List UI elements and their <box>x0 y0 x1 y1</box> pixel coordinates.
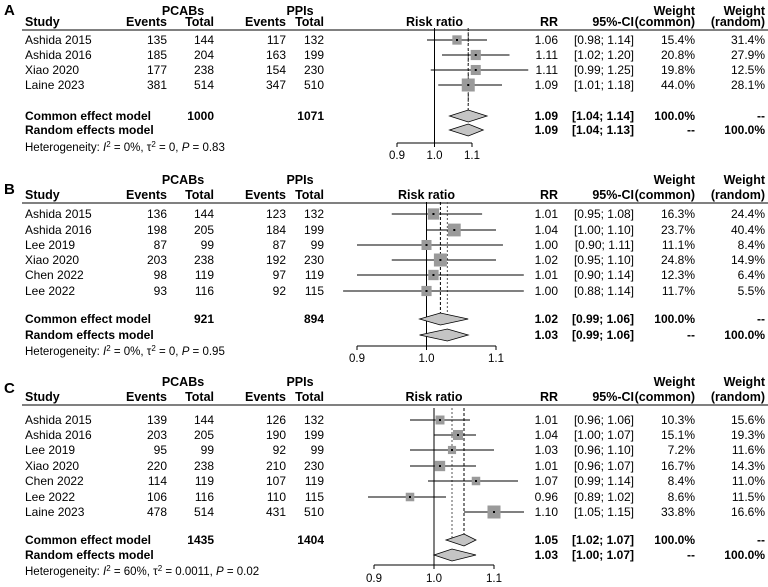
weight-common-header: Weight <box>653 375 695 389</box>
rr-value: 1.09 <box>534 78 558 92</box>
common-model-label: Common effect model <box>25 533 152 547</box>
i2-symbol: I <box>103 346 107 358</box>
ci-value: [0.96; 1.07] <box>573 459 634 473</box>
events1-value: 185 <box>146 48 167 62</box>
total2-header: Total <box>295 390 324 404</box>
tau-superscript: 2 <box>151 344 156 353</box>
study-name: Lee 2022 <box>25 490 76 504</box>
total1-value: 99 <box>200 443 214 457</box>
total2-header: Total <box>295 15 324 29</box>
weight-common-subheader: (common) <box>634 188 695 202</box>
total1-value: 116 <box>194 284 214 298</box>
random-model-label: Random effects model <box>25 123 154 137</box>
common-ci: [1.02; 1.07] <box>571 533 634 547</box>
random-ci: [0.99; 1.06] <box>571 328 634 342</box>
weight-random-subheader: (random) <box>710 15 765 29</box>
ci-value: [0.90; 1.11] <box>574 238 634 252</box>
rr-header: RR <box>540 15 559 29</box>
events2-header: Events <box>245 188 286 202</box>
weight-random-value: 12.5% <box>730 63 765 77</box>
events2-value: 192 <box>265 253 286 267</box>
weight-random-header: Weight <box>723 375 765 389</box>
random-model-label: Random effects model <box>25 328 154 342</box>
total2-value: 230 <box>303 253 324 267</box>
x-tick-label: 1.0 <box>426 150 443 162</box>
rr-value: 1.04 <box>534 428 558 442</box>
point-estimate <box>426 244 428 246</box>
ci-value: [0.96; 1.06] <box>573 413 634 427</box>
total1-value: 514 <box>193 505 214 519</box>
weight-random-value: 8.4% <box>737 238 765 252</box>
random-effect-diamond <box>434 549 476 561</box>
common-ci: [0.99; 1.06] <box>571 312 634 326</box>
p-symbol: P <box>216 566 224 578</box>
forest-panel-B <box>4 173 768 365</box>
events1-value: 114 <box>147 474 167 488</box>
random-effect-diamond <box>450 124 484 136</box>
study-name: Lee 2019 <box>25 443 76 457</box>
weight-common-subheader: (common) <box>634 15 695 29</box>
total1-header: Total <box>185 390 214 404</box>
point-estimate <box>439 465 441 467</box>
weight-common-value: 11.7% <box>661 284 695 298</box>
point-estimate <box>453 229 455 231</box>
point-estimate <box>439 259 441 261</box>
events1-value: 381 <box>146 78 167 92</box>
events2-value: 154 <box>265 63 286 77</box>
events1-value: 139 <box>146 413 167 427</box>
group2-header: PPIs <box>286 173 314 187</box>
weight-common-subheader: (common) <box>634 390 695 404</box>
p-value: = 0.95 <box>189 346 225 358</box>
random-weight-random: 100.0% <box>724 328 765 342</box>
total2-value: 510 <box>303 78 324 92</box>
rr-header: RR <box>540 188 559 202</box>
events1-value: 106 <box>146 490 167 504</box>
x-tick-label: 0.9 <box>366 573 382 585</box>
events1-value: 177 <box>146 63 167 77</box>
x-tick-label: 1.1 <box>488 353 504 365</box>
total1-value: 119 <box>194 474 214 488</box>
total1-value: 144 <box>193 207 214 221</box>
i2-superscript: 2 <box>106 344 111 353</box>
weight-common-header: Weight <box>653 173 695 187</box>
weight-random-value: 27.9% <box>730 48 765 62</box>
events1-value: 136 <box>146 207 167 221</box>
weight-common-value: 19.8% <box>660 63 695 77</box>
random-rr: 1.03 <box>534 328 558 342</box>
tau-superscript: 2 <box>157 564 163 573</box>
ci-value: [0.89; 1.02] <box>573 490 634 504</box>
panel-label: A <box>4 2 15 19</box>
weight-random-value: 6.4% <box>737 268 765 282</box>
weight-random-value: 40.4% <box>730 223 765 237</box>
ci-value: [1.05; 1.15] <box>573 505 634 519</box>
total2-header: Total <box>295 188 324 202</box>
tau-superscript: 2 <box>151 140 156 149</box>
events2-value: 92 <box>272 443 286 457</box>
ci-value: [1.00; 1.07] <box>573 428 634 442</box>
random-ci: [1.00; 1.07] <box>571 548 634 562</box>
total2-value: 132 <box>303 207 324 221</box>
total2-value: 119 <box>304 474 324 488</box>
weight-common-value: 7.2% <box>667 443 695 457</box>
total2-value: 115 <box>304 490 324 504</box>
events1-value: 220 <box>146 459 167 473</box>
heterogeneity-text <box>25 564 259 578</box>
total2-value: 230 <box>303 63 324 77</box>
ci-value: [0.98; 1.14] <box>573 33 634 47</box>
study-name: Ashida 2015 <box>25 207 92 221</box>
rr-value: 1.04 <box>534 223 558 237</box>
total1-value: 119 <box>194 268 214 282</box>
point-estimate <box>493 511 495 513</box>
events2-value: 126 <box>265 413 286 427</box>
common-weight-common: 100.0% <box>654 109 695 123</box>
weight-common-value: 10.3% <box>660 413 695 427</box>
x-tick-label: 1.1 <box>486 573 502 585</box>
ci-value: [1.00; 1.10] <box>573 223 634 237</box>
point-estimate <box>409 496 411 498</box>
events2-value: 97 <box>272 268 286 282</box>
panel-label: B <box>4 181 15 198</box>
weight-common-value: 11.1% <box>661 238 695 252</box>
weight-random-value: 5.5% <box>737 284 765 298</box>
point-estimate <box>457 434 459 436</box>
common-weight-random: -- <box>757 312 765 326</box>
total2-value: 199 <box>303 223 324 237</box>
point-estimate <box>456 39 458 41</box>
rr-value: 1.11 <box>535 48 558 62</box>
total1-value: 238 <box>193 459 214 473</box>
weight-random-value: 31.4% <box>730 33 765 47</box>
rr-header: RR <box>540 390 559 404</box>
weight-random-value: 14.3% <box>730 459 765 473</box>
random-weight-random: 100.0% <box>724 123 765 137</box>
weight-common-value: 24.8% <box>660 253 695 267</box>
rr-value: 1.01 <box>534 207 558 221</box>
study-header: Study <box>25 390 60 404</box>
events2-value: 87 <box>272 238 286 252</box>
x-tick-label: 0.9 <box>349 353 365 365</box>
tau-symbol: τ <box>146 142 152 154</box>
weight-random-value: 19.3% <box>730 428 765 442</box>
heterogeneity-text <box>25 344 225 358</box>
common-total1: 1435 <box>187 533 214 547</box>
plot-title: Risk ratio <box>406 15 463 29</box>
events1-value: 478 <box>146 505 167 519</box>
ci-header: 95%-CI <box>592 15 634 29</box>
weight-common-value: 16.7% <box>660 459 695 473</box>
study-name: Lee 2022 <box>25 284 76 298</box>
weight-common-value: 20.8% <box>660 48 695 62</box>
events1-value: 98 <box>153 268 167 282</box>
ci-value: [0.99; 1.14] <box>573 474 634 488</box>
plot-title: Risk ratio <box>398 188 455 202</box>
total2-value: 115 <box>304 284 324 298</box>
x-tick-label: 1.1 <box>464 150 480 162</box>
study-name: Chen 2022 <box>25 268 84 282</box>
study-header: Study <box>25 15 60 29</box>
events2-value: 107 <box>265 474 286 488</box>
weight-random-subheader: (random) <box>710 390 765 404</box>
total2-value: 99 <box>310 238 324 252</box>
events2-value: 347 <box>265 78 286 92</box>
i2-value: = 0%, <box>110 142 147 154</box>
events1-value: 198 <box>146 223 167 237</box>
p-symbol: P <box>181 142 190 154</box>
ci-header: 95%-CI <box>592 188 634 202</box>
events2-value: 184 <box>265 223 286 237</box>
total1-value: 238 <box>193 253 214 267</box>
common-effect-diamond <box>446 534 476 546</box>
random-weight-common: -- <box>687 123 695 137</box>
rr-value: 1.07 <box>534 474 558 488</box>
random-rr: 1.09 <box>534 123 558 137</box>
ci-value: [0.95; 1.08] <box>573 207 634 221</box>
weight-random-value: 11.0% <box>731 474 765 488</box>
total1-value: 205 <box>193 223 214 237</box>
rr-value: 1.01 <box>534 268 558 282</box>
random-weight-common: -- <box>687 548 695 562</box>
group1-header: PCABs <box>161 375 205 389</box>
p-value: = 0.83 <box>189 142 225 154</box>
total1-value: 204 <box>193 48 214 62</box>
weight-random-value: 11.6% <box>731 443 765 457</box>
forest-panel-C <box>4 375 768 585</box>
common-total2: 894 <box>303 312 324 326</box>
ci-value: [0.95; 1.10] <box>573 253 634 267</box>
study-name: Ashida 2016 <box>25 48 92 62</box>
ci-value: [0.99; 1.25] <box>573 63 634 77</box>
weight-random-value: 28.1% <box>730 78 765 92</box>
weight-random-value: 11.5% <box>731 490 765 504</box>
events1-value: 95 <box>153 443 167 457</box>
weight-random-header: Weight <box>723 173 765 187</box>
events1-value: 203 <box>146 428 167 442</box>
tau2-value: = 0.0011, <box>162 566 216 578</box>
common-ci: [1.04; 1.14] <box>571 109 634 123</box>
events2-value: 110 <box>266 490 286 504</box>
total2-value: 510 <box>303 505 324 519</box>
events1-value: 135 <box>146 33 167 47</box>
p-value: = 0.02 <box>223 566 260 578</box>
events2-value: 123 <box>265 207 286 221</box>
common-model-label: Common effect model <box>25 312 152 326</box>
study-name: Ashida 2015 <box>25 413 92 427</box>
study-name: Xiao 2020 <box>25 63 80 77</box>
ci-value: [1.01; 1.18] <box>573 78 634 92</box>
panel-label: C <box>4 380 15 397</box>
weight-random-header: Weight <box>723 4 765 18</box>
common-total2: 1071 <box>297 109 324 123</box>
study-name: Ashida 2016 <box>25 223 92 237</box>
events1-header: Events <box>126 390 167 404</box>
common-weight-random: -- <box>757 109 765 123</box>
weight-random-value: 14.9% <box>730 253 765 267</box>
common-weight-random: -- <box>757 533 765 547</box>
total1-value: 144 <box>193 413 214 427</box>
total1-value: 99 <box>200 238 214 252</box>
i2-superscript: 2 <box>106 140 111 149</box>
events1-value: 93 <box>153 284 167 298</box>
rr-value: 1.03 <box>534 443 558 457</box>
rr-value: 1.10 <box>534 505 558 519</box>
point-estimate <box>467 84 469 86</box>
group1-header: PCABs <box>161 4 205 18</box>
total1-value: 514 <box>193 78 214 92</box>
heterogeneity-text <box>25 140 225 154</box>
point-estimate <box>451 449 453 451</box>
total1-header: Total <box>185 188 214 202</box>
events2-value: 190 <box>265 428 286 442</box>
ci-value: [0.88; 1.14] <box>573 284 634 298</box>
weight-common-header: Weight <box>653 4 695 18</box>
total1-value: 205 <box>193 428 214 442</box>
heterogeneity-prefix: Heterogeneity: <box>25 142 103 154</box>
total1-value: 116 <box>194 490 214 504</box>
random-rr: 1.03 <box>534 548 558 562</box>
total1-value: 144 <box>193 33 214 47</box>
events2-value: 163 <box>265 48 286 62</box>
total2-value: 199 <box>303 48 324 62</box>
rr-value: 1.01 <box>534 413 558 427</box>
random-weight-common: -- <box>687 328 695 342</box>
study-header: Study <box>25 188 60 202</box>
total2-value: 230 <box>303 459 324 473</box>
i2-superscript: 2 <box>106 564 111 573</box>
common-total2: 1404 <box>297 533 324 547</box>
study-name: Xiao 2020 <box>25 253 80 267</box>
rr-value: 1.00 <box>534 238 558 252</box>
group2-header: PPIs <box>286 375 314 389</box>
total2-value: 99 <box>310 443 324 457</box>
study-name: Xiao 2020 <box>25 459 80 473</box>
events2-value: 431 <box>265 505 286 519</box>
weight-random-value: 15.6% <box>730 413 765 427</box>
common-effect-diamond <box>450 110 488 122</box>
rr-value: 1.11 <box>535 63 558 77</box>
rr-value: 1.06 <box>534 33 558 47</box>
events1-header: Events <box>126 15 167 29</box>
events2-value: 92 <box>272 284 286 298</box>
i2-symbol: I <box>103 142 107 154</box>
weight-common-value: 33.8% <box>660 505 695 519</box>
tau-symbol: τ <box>146 346 152 358</box>
ci-value: [1.02; 1.20] <box>573 48 634 62</box>
study-name: Laine 2023 <box>25 505 85 519</box>
ci-value: [0.90; 1.14] <box>573 268 634 282</box>
total2-value: 132 <box>303 413 324 427</box>
point-estimate <box>475 69 477 71</box>
p-symbol: P <box>181 346 190 358</box>
rr-value: 1.01 <box>534 459 558 473</box>
point-estimate <box>475 54 477 56</box>
weight-random-value: 24.4% <box>730 207 765 221</box>
rr-value: 0.96 <box>534 490 558 504</box>
common-rr: 1.09 <box>534 109 558 123</box>
events2-value: 210 <box>265 459 286 473</box>
random-weight-random: 100.0% <box>724 548 765 562</box>
events1-value: 87 <box>153 238 167 252</box>
i2-value: = 60%, <box>110 566 154 578</box>
x-tick-label: 1.0 <box>426 573 442 585</box>
total1-value: 238 <box>193 63 214 77</box>
point-estimate <box>475 480 477 482</box>
study-name: Lee 2019 <box>25 238 76 252</box>
point-estimate <box>439 419 441 421</box>
random-model-label: Random effects model <box>25 548 154 562</box>
weight-common-value: 12.3% <box>660 268 695 282</box>
events2-header: Events <box>245 390 286 404</box>
heterogeneity-prefix: Heterogeneity: <box>25 566 103 578</box>
events1-value: 203 <box>146 253 167 267</box>
common-rr: 1.05 <box>534 533 558 547</box>
tau-symbol: τ <box>153 566 158 578</box>
tau2-value: = 0, <box>155 142 182 154</box>
common-rr: 1.02 <box>534 312 558 326</box>
total2-value: 199 <box>303 428 324 442</box>
study-name: Ashida 2016 <box>25 428 92 442</box>
events2-header: Events <box>245 15 286 29</box>
total1-header: Total <box>185 15 214 29</box>
plot-title: Risk ratio <box>405 390 463 404</box>
rr-value: 1.00 <box>534 284 558 298</box>
weight-common-value: 23.7% <box>660 223 695 237</box>
weight-common-value: 8.4% <box>667 474 695 488</box>
rr-value: 1.02 <box>534 253 558 267</box>
total2-value: 132 <box>303 33 324 47</box>
weight-random-subheader: (random) <box>710 188 765 202</box>
x-tick-label: 0.9 <box>389 150 405 162</box>
weight-common-value: 15.1% <box>660 428 695 442</box>
group2-header: PPIs <box>286 4 314 18</box>
common-total1: 921 <box>193 312 214 326</box>
ci-header: 95%-CI <box>592 390 634 404</box>
events2-value: 117 <box>266 33 286 47</box>
weight-common-value: 44.0% <box>660 78 695 92</box>
common-weight-common: 100.0% <box>654 533 695 547</box>
common-model-label: Common effect model <box>25 109 152 123</box>
events1-header: Events <box>126 188 167 202</box>
common-weight-common: 100.0% <box>654 312 695 326</box>
heterogeneity-prefix: Heterogeneity: <box>25 346 103 358</box>
group1-header: PCABs <box>161 173 205 187</box>
weight-common-value: 8.6% <box>667 490 695 504</box>
common-total1: 1000 <box>187 109 214 123</box>
weight-common-value: 15.4% <box>660 33 695 47</box>
tau2-value: = 0, <box>155 346 182 358</box>
random-ci: [1.04; 1.13] <box>571 123 634 137</box>
weight-common-value: 16.3% <box>660 207 695 221</box>
i2-symbol: I <box>103 566 107 578</box>
study-name: Ashida 2015 <box>25 33 92 47</box>
point-estimate <box>432 274 434 276</box>
forest-panel-A <box>4 2 768 162</box>
point-estimate <box>432 213 434 215</box>
i2-value: = 0%, <box>110 346 147 358</box>
x-tick-label: 1.0 <box>418 353 435 365</box>
study-name: Chen 2022 <box>25 474 84 488</box>
study-name: Laine 2023 <box>25 78 85 92</box>
ci-value: [0.96; 1.10] <box>573 443 634 457</box>
total2-value: 119 <box>304 268 324 282</box>
weight-random-value: 16.6% <box>730 505 765 519</box>
point-estimate <box>426 290 428 292</box>
